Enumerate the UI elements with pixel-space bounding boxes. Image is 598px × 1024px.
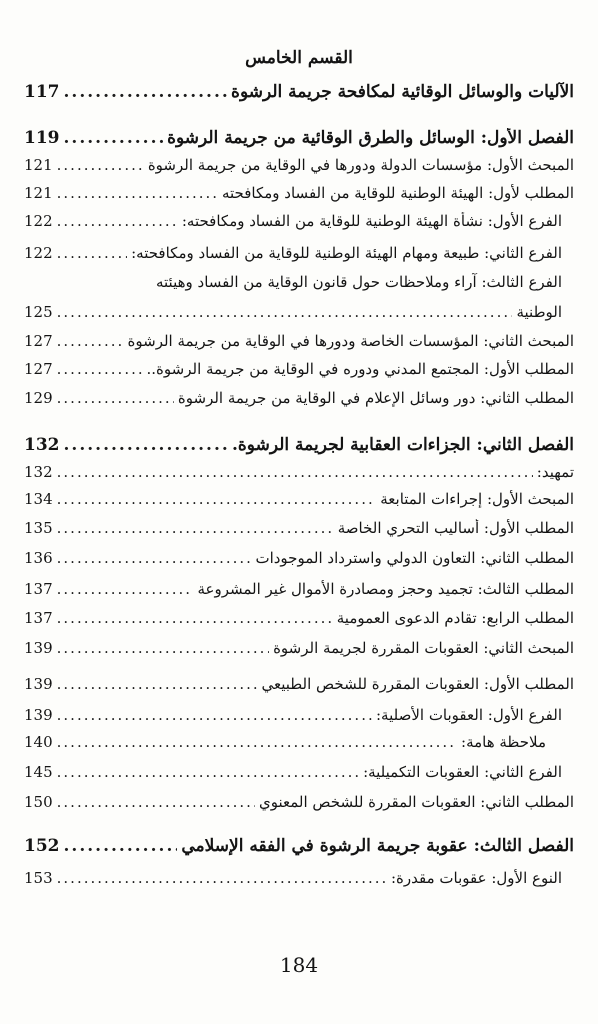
- toc-entry-title: المطلب الثاني: دور وسائل الإعلام في الوقاية من جريمة الرشوة: [177, 389, 574, 407]
- toc-entry-title: المطلب الأول: العقوبات المقررة للشخص الطبيعي: [261, 675, 574, 693]
- toc-entry-page: 127: [24, 360, 53, 378]
- dot-leader: [57, 360, 143, 378]
- toc-entry-page: 139: [24, 706, 53, 724]
- toc-entry-page: 129: [24, 389, 53, 407]
- toc-entry: [24, 244, 574, 270]
- toc-entry-title: الآليات والوسائل الوقائية لمكافحة جريمة الرشوة: [231, 82, 574, 102]
- toc-entry: [24, 184, 574, 210]
- toc-entry: [24, 435, 574, 461]
- toc-entry: [24, 793, 574, 819]
- toc-entry-title: ملاحظة هامة:: [461, 733, 546, 751]
- toc-entry-title: الفرع الثاني: طبيعة ومهام الهيئة الوطنية للوقاية من الفساد ومكافحته:: [131, 244, 562, 262]
- toc-entry-page: 125: [24, 303, 53, 321]
- toc-entry: [24, 212, 574, 238]
- toc-entry: [24, 706, 574, 732]
- toc-entry-page: 140: [24, 733, 53, 751]
- dot-leader: [64, 836, 178, 856]
- toc-entry-title: المطلب الرابع: تقادم الدعوى العمومية: [336, 609, 574, 627]
- toc-entry: [24, 639, 574, 665]
- dot-leader: [57, 793, 255, 811]
- toc-entry: [24, 128, 574, 154]
- toc-entry: [24, 519, 574, 545]
- dot-leader: [57, 463, 533, 481]
- dot-leader: [57, 733, 457, 751]
- toc-entry: [24, 82, 574, 108]
- toc-entry: [24, 675, 574, 701]
- toc-entry-page: 137: [24, 609, 53, 627]
- page-number: 184: [279, 953, 319, 977]
- toc-entry: [24, 549, 574, 575]
- toc-entry-page: 134: [24, 490, 53, 508]
- toc-entry-title: الفصل الأول: الوسائل والطرق الوقائية من جريمة الرشوة: [167, 128, 574, 148]
- toc-entry-title: المبحث الأول: مؤسسات الدولة ودورها في الوقاية من جريمة الرشوة: [147, 156, 574, 174]
- toc-entry-page: 135: [24, 519, 53, 537]
- toc-entry-title: الفرع الثالث: آراء وملاحظات حول قانون الوقاية من الفساد وهيئته: [155, 273, 562, 291]
- dot-leader: [64, 435, 228, 455]
- toc-entry: [24, 490, 574, 516]
- dot-leader: [57, 639, 269, 657]
- dot-leader: [57, 490, 377, 508]
- toc-entry: [24, 332, 574, 358]
- toc-entry-page: 127: [24, 332, 53, 350]
- toc-entry-page: 132: [24, 463, 53, 481]
- toc-entry-page: 137: [24, 580, 53, 598]
- toc-entry-title: المبحث الثاني: المؤسسات الخاصة ودورها في الوقاية من جريمة الرشوة: [127, 332, 574, 350]
- toc-entry: [24, 389, 574, 415]
- toc-entry: [24, 463, 574, 489]
- toc-entry-title: المطلب الثاني: العقوبات المقررة للشخص المعنوي: [258, 793, 574, 811]
- toc-entry: [24, 360, 574, 386]
- toc-entry: [24, 869, 574, 895]
- toc-entry: [24, 580, 574, 606]
- toc-entry: [24, 763, 574, 789]
- toc-entry-page: 139: [24, 639, 53, 657]
- dot-leader: [64, 128, 164, 148]
- toc-entry-page: 145: [24, 763, 53, 781]
- toc-entry-page: 139: [24, 675, 53, 693]
- toc-entry-page: 136: [24, 549, 53, 567]
- toc-entry-title: المبحث الثاني: العقوبات المقررة لجريمة الرشوة: [273, 639, 574, 657]
- dot-leader: [57, 212, 178, 230]
- dot-leader: [64, 82, 228, 102]
- dot-leader: [57, 389, 174, 407]
- toc-entry: [24, 836, 574, 862]
- toc-entry-page: 119: [24, 128, 60, 148]
- toc-entry: [24, 273, 574, 299]
- toc-entry-title: الوطنية: [516, 303, 562, 321]
- toc-entry-page: 122: [24, 212, 53, 230]
- toc-entry-page: 150: [24, 793, 53, 811]
- section-title: القسم الخامس: [245, 48, 353, 68]
- toc-entry-title: المطلب لأول: الهيئة الوطنية للوقاية من الفساد ومكافحته: [221, 184, 574, 202]
- toc-entry-page: 132: [24, 435, 60, 455]
- toc-entry-page: 121: [24, 156, 53, 174]
- toc-entry-title: النوع الأول: عقوبات مقدرة:: [391, 869, 562, 887]
- dot-leader: [57, 706, 372, 724]
- toc-entry-page: 121: [24, 184, 53, 202]
- toc-entry: [24, 156, 574, 182]
- toc-entry-page: 153: [24, 869, 53, 887]
- dot-leader: [57, 156, 144, 174]
- toc-entry-title: الفصل الثالث: عقوبة جريمة الرشوة في الفقه الإسلامي: [181, 836, 574, 856]
- toc-entry-title: الفرع الثاني: العقوبات التكميلية:: [363, 763, 562, 781]
- toc-entry-title: الفصل الثاني: الجزاءات العقابية لجريمة الرشوة.: [231, 435, 574, 455]
- dot-leader: [57, 303, 513, 321]
- toc-entry-title: المطلب الثالث: تجميد وحجز ومصادرة الأموال غير المشروعة: [197, 580, 574, 598]
- toc-entry-title: المطلب الأول: المجتمع المدني ودوره في الوقاية من جريمة الرشوة..: [146, 360, 574, 378]
- toc-entry-title: الفرع الأول: نشأة الهيئة الوطنية للوقاية من الفساد ومكافحته:: [181, 212, 562, 230]
- toc-entry: [24, 303, 574, 329]
- dot-leader: [57, 580, 194, 598]
- dot-leader: [57, 244, 127, 262]
- toc-entry-page: 122: [24, 244, 53, 262]
- dot-leader: [57, 675, 258, 693]
- toc-entry-title: المبحث الأول: إجراءات المتابعة: [380, 490, 574, 508]
- dot-leader: [57, 519, 334, 537]
- dot-leader: [57, 869, 387, 887]
- toc-entry-title: تمهيد:: [536, 463, 574, 481]
- toc-entry-title: المطلب الثاني: التعاون الدولي واسترداد الموجودات: [255, 549, 574, 567]
- dot-leader: [57, 332, 124, 350]
- dot-leader: [57, 763, 359, 781]
- toc-entry-page: 117: [24, 82, 60, 102]
- dot-leader: [57, 549, 252, 567]
- toc-entry: [24, 733, 574, 759]
- dot-leader: [57, 184, 218, 202]
- toc-entry-title: المطلب الأول: أساليب التحري الخاصة: [337, 519, 574, 537]
- dot-leader: [57, 609, 333, 627]
- toc-entry-title: الفرع الأول: العقوبات الأصلية:: [376, 706, 562, 724]
- toc-entry-page: 152: [24, 836, 60, 856]
- toc-entry: [24, 609, 574, 635]
